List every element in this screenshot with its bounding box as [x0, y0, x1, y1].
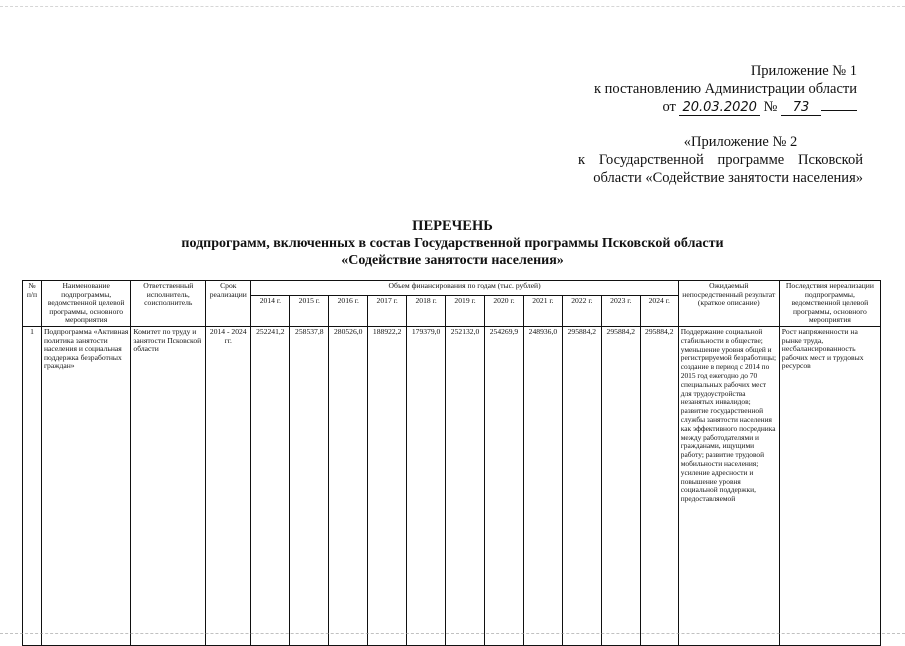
- scan-edge-top: [0, 0, 905, 7]
- document-subtitle: подпрограмм, включенных в состав Государственной программы Псковской области: [181, 236, 724, 251]
- header-num: № п/п: [23, 281, 42, 327]
- year-header: 2017 г.: [368, 295, 407, 326]
- cell-amount: 258537,8: [290, 326, 329, 645]
- year-header: 2018 г.: [407, 295, 446, 326]
- subprograms-table: [22, 280, 881, 646]
- cell-amount: 280526,0: [329, 326, 368, 645]
- year-header: 2014 г.: [251, 295, 290, 326]
- attachment-1-block: [594, 62, 857, 116]
- attachment-2-program: к Государственной программе Псковской: [578, 152, 863, 168]
- cell-name: Подпрограмма «Активная политика занятости населения и социальная поддержка безработных граждан»: [41, 326, 130, 645]
- cell-consequences: Рост напряженности на рынке труда, несбалансированность рабочих мест и трудовых ресурсов: [779, 326, 880, 645]
- year-header: 2022 г.: [562, 295, 601, 326]
- header-name: Наименование подпрограммы, ведомственной целевой программы, основного мероприятия: [41, 281, 130, 327]
- attachment-2-block: [578, 133, 863, 187]
- year-header: 2015 г.: [290, 295, 329, 326]
- attachment-2-program-name: области «Содействие занятости населения»: [593, 170, 863, 186]
- year-header: 2021 г.: [523, 295, 562, 326]
- cell-amount: 254269,9: [485, 326, 524, 645]
- attachment-2-title: «Приложение № 2: [683, 134, 798, 150]
- year-header: 2016 г.: [329, 295, 368, 326]
- header-term: Срок реализации: [206, 281, 251, 327]
- number-underline: [821, 98, 857, 111]
- header-executor: Ответственный исполнитель, соисполнитель: [131, 281, 206, 327]
- number-label: №: [763, 99, 778, 115]
- cell-num: 1: [23, 326, 42, 645]
- table-header-row: [23, 281, 881, 296]
- cell-term: 2014 - 2024 гг.: [206, 326, 251, 645]
- cell-amount: 252241,2: [251, 326, 290, 645]
- cell-amount: 295884,2: [601, 326, 640, 645]
- from-label: от: [662, 99, 676, 115]
- header-funding: Объем финансирования по годам (тыс. рублей): [251, 281, 678, 296]
- table-row: [23, 326, 881, 645]
- cell-result: Поддержание социальной стабильности в обществе; уменьшение уровня общей и регистрируемой безработицы; создание в период с 2014 по 2015 год ежегодно до 70 специальных рабочих мест для трудоустройства незанятых инвалидов; развитие государственной службы занятости населения как эффективного посредника между работодателями и гражданами, ищущими работу; развитие трудовой мобильности населения; усиление адресности и повышение уровня социальной поддержки, предоставляемой: [678, 326, 779, 645]
- year-header: 2019 г.: [446, 295, 485, 326]
- cell-amount: 295884,2: [640, 326, 678, 645]
- handwritten-number: 73: [781, 101, 821, 116]
- cell-amount: 179379,0: [407, 326, 446, 645]
- program-name-title: «Содействие занятости населения»: [341, 253, 564, 268]
- year-header: 2020 г.: [485, 295, 524, 326]
- header-result: Ожидаемый непосредственный результат (краткое описание): [678, 281, 779, 327]
- handwritten-date: 20.03.2020: [679, 101, 759, 116]
- attachment-1-title: Приложение № 1: [750, 63, 857, 79]
- cell-executor: Комитет по труду и занятости Псковской области: [131, 326, 206, 645]
- cell-amount: 248936,0: [523, 326, 562, 645]
- attachment-1-resolution: к постановлению Администрации области: [593, 81, 857, 97]
- document-title: ПЕРЕЧЕНЬ: [412, 218, 493, 234]
- cell-amount: 252132,0: [446, 326, 485, 645]
- year-header: 2024 г.: [640, 295, 678, 326]
- attachment-1-date-line: [594, 98, 857, 116]
- cell-amount: 188922,2: [368, 326, 407, 645]
- cell-amount: 295884,2: [562, 326, 601, 645]
- year-header: 2023 г.: [601, 295, 640, 326]
- header-consequences: Последствия нереализации подпрограммы, ведомственной целевой программы, основного мероприятия: [779, 281, 880, 327]
